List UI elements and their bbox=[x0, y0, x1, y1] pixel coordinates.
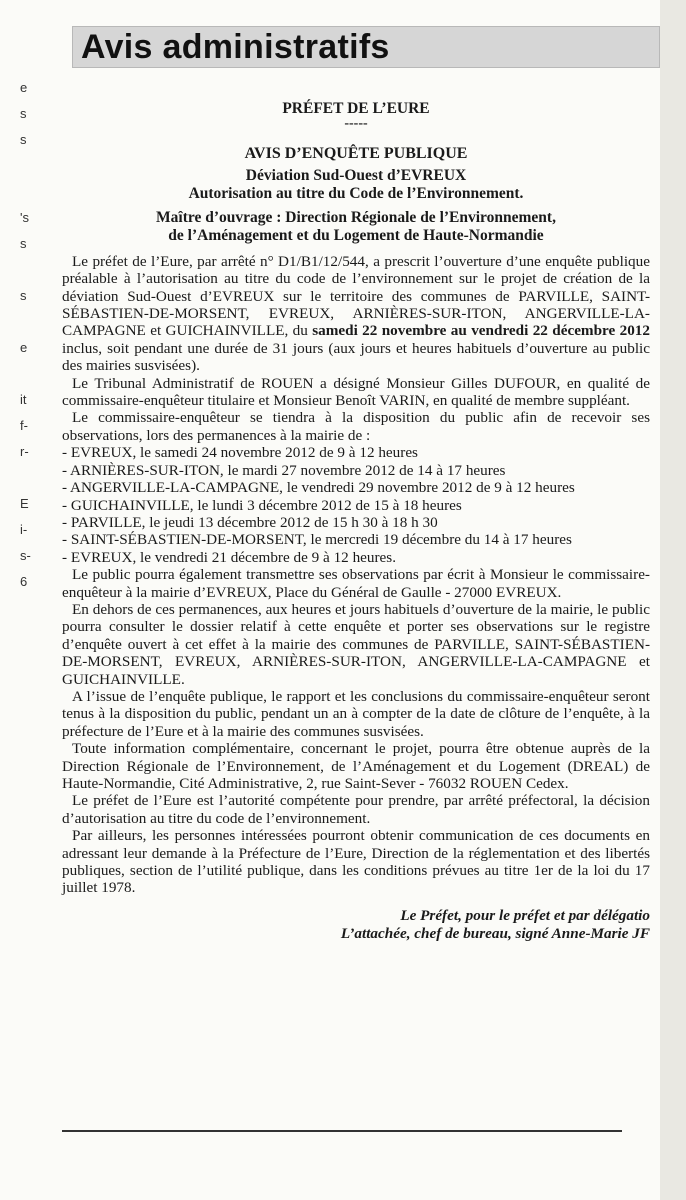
fragment-text bbox=[20, 158, 48, 184]
notice-title: AVIS D’ENQUÊTE PUBLIQUE bbox=[244, 145, 468, 163]
paragraph-permanences-intro: Le commissaire-enquêteur se tiendra à la disposition du public afin de recevoir ses observations, lors des permanences à la mairie de : bbox=[62, 409, 650, 444]
permanence-item: - EVREUX, le vendredi 21 décembre de 9 à 12 heures. bbox=[62, 548, 397, 566]
fragment-text: s- bbox=[20, 548, 31, 563]
permanence-item: - SAINT-SÉBASTIEN-DE-MORSENT, le mercredi 19 décembre du 14 à 17 heures bbox=[62, 531, 572, 549]
paragraph-tribunal: Le Tribunal Administratif de ROUEN a désigné Monsieur Gilles DUFOUR, en qualité de commissaire-enquêteur titulaire et Monsieur Benoît VARIN, en qualité de membre suppléant. bbox=[62, 374, 650, 410]
paragraph-autorite: Le préfet de l’Eure est l’autorité compétente pour prendre, par arrêté préfectoral, la décision d’autorisation au titre du code de l’environnement. bbox=[62, 792, 650, 827]
maitre-line-2: de l’Aménagement et du Logement de Haute-Normandie bbox=[168, 226, 544, 244]
notice-subtitle-2: Autorisation au titre du Code de l’Environnement. bbox=[188, 184, 524, 202]
fragment-text: i- bbox=[20, 522, 28, 537]
paragraph-consultation: En dehors de ces permanences, aux heures et jours habituels d’ouverture de la mairie, le public pourra consulter le dossier relatif à cette enquête et porter ses observations sur le registre d’enquête ouvert à cet effet à la mairie des communes de PARVILLE, SAINT-SÉBASTIEN-DE-MORSENT, EVREUX, ARNIÈRES-SUR-ITON, ANGERVILLE-LA-CAMPAGNE et GUICHAINVILLE. bbox=[62, 600, 650, 688]
fragment-text: e bbox=[20, 340, 28, 355]
maitre-line-1: Maître d’ouvrage : Direction Régionale de l’Environnement, bbox=[156, 208, 556, 226]
notice-separator: ----- bbox=[344, 116, 368, 132]
paragraph-communication: Par ailleurs, les personnes intéressées pourront obtenir communication de ces documents en adressant leur demande à la Préfecture de l’Eure, Direction de la réglementation et des libertés publiques, section de l’utilité publique, dans les conditions prévues au titre 1er de la loi du 17 juillet 1978. bbox=[62, 827, 650, 897]
fragment-text: s bbox=[20, 236, 27, 251]
signature-line-1: Le Préfet, pour le préfet et par délégatio bbox=[400, 906, 650, 924]
notice-body bbox=[62, 253, 650, 897]
paragraph-information: Toute information complémentaire, concernant le projet, pourra être obtenue auprès de la Direction Régionale de l’Environnement, de l’Aménagement et du Logement (DREAL) de Haute-Normandie, Cité Administrative, 2, rue Saint-Sever - 76032 ROUEN Cedex. bbox=[62, 740, 650, 792]
section-header bbox=[72, 26, 660, 68]
paragraph-arrete-a: Le préfet de l’Eure, par arrêté n° D1/B1/12/544, a prescrit l’ouverture d’une enquête publique préalable à l’autorisation au titre du code de l’environnement sur le projet de création de la déviation Sud-Ouest d’EVREUX sur le territoire des communes de PARVILLE, SAINT-SÉBASTIEN-DE-MORSENT, EVREUX, ARNIÈRES-SUR-ITON, ANGERVILLE-LA-CAMPAGNE et GUICHAINVILLE, du bbox=[62, 252, 650, 340]
fragment-text: s bbox=[20, 132, 27, 147]
fragment-text: it bbox=[20, 392, 27, 407]
permanence-item: - GUICHAINVILLE, le lundi 3 décembre 2012 de 15 à 18 heures bbox=[62, 496, 462, 514]
notice-authority: PRÉFET DE L’EURE bbox=[282, 100, 430, 117]
fragment-text bbox=[20, 470, 48, 496]
fragment-text: f- bbox=[20, 418, 28, 433]
permanence-item: - ARNIÈRES-SUR-ITON, le mardi 27 novembre 2012 de 14 à 17 heures bbox=[62, 461, 506, 479]
fragment-text: 6 bbox=[20, 574, 28, 589]
section-title: Avis administratifs bbox=[81, 27, 390, 66]
notice-subtitle-1: Déviation Sud-Ouest d’EVREUX bbox=[245, 166, 467, 184]
signature-block bbox=[62, 907, 650, 943]
fragment-text bbox=[20, 314, 48, 340]
fragment-text: s bbox=[20, 288, 27, 303]
paragraph-arrete bbox=[62, 253, 650, 375]
fragment-text: E bbox=[20, 496, 29, 511]
fragment-text: e bbox=[20, 80, 28, 95]
paragraph-observations-ecrit: Le public pourra également transmettre ses observations par écrit à Monsieur le commissaire-enquêteur à la mairie d’EVREUX, Place du Général de Gaulle - 27000 EVREUX. bbox=[62, 566, 650, 601]
permanence-item: - EVREUX, le samedi 24 novembre 2012 de 9 à 12 heures bbox=[62, 444, 418, 462]
permanence-item: - PARVILLE, le jeudi 13 décembre 2012 de 15 h 30 à 18 h 30 bbox=[62, 513, 438, 531]
paragraph-arrete-b: inclus, soit pendant une durée de 31 jours (aux jours et heures habituels d’ouverture au public des mairies susvisées). bbox=[62, 339, 650, 375]
signature-line-2: L’attachée, chef de bureau, signé Anne-Marie JF bbox=[340, 924, 650, 942]
permanence-item: - ANGERVILLE-LA-CAMPAGNE, le vendredi 29 novembre 2012 de 9 à 12 heures bbox=[62, 479, 575, 497]
fragment-text bbox=[20, 184, 48, 210]
torn-edge bbox=[660, 0, 686, 1200]
enquete-dates: samedi 22 novembre au vendredi 22 décembre 2012 bbox=[312, 322, 650, 340]
fragment-text bbox=[20, 366, 48, 392]
fragment-text: 's bbox=[20, 210, 29, 225]
left-column-fragments bbox=[20, 80, 48, 600]
notice-maitre-ouvrage bbox=[62, 209, 650, 245]
fragment-text: s bbox=[20, 106, 27, 121]
public-notice bbox=[62, 100, 650, 943]
bottom-rule bbox=[62, 1130, 622, 1132]
paragraph-rapport: A l’issue de l’enquête publique, le rapport et les conclusions du commissaire-enquêteur seront tenus à la disposition du public, pendant un an à compter de la date de clôture de l’enquête, à la préfecture de l’Eure et à la mairie des communes susvisées. bbox=[62, 687, 650, 740]
fragment-text bbox=[20, 262, 48, 288]
fragment-text: r- bbox=[20, 444, 29, 459]
